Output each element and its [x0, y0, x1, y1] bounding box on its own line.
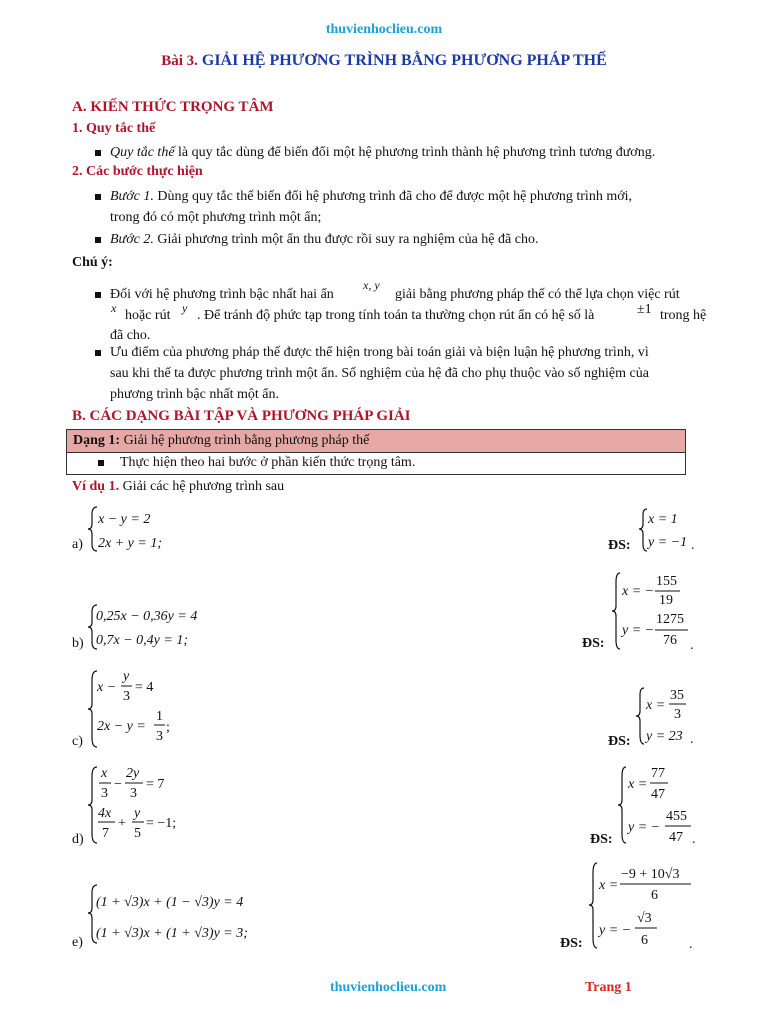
- note1-pm-one: ±1: [637, 302, 652, 317]
- problem-a-solution: [639, 506, 699, 554]
- bullet-icon: [95, 194, 101, 200]
- problem-e-label: e): [72, 935, 83, 950]
- problem-d-sol1-den: 47: [651, 787, 665, 802]
- problem-d-system: [88, 764, 228, 848]
- problem-d-eq2-d2: 5: [134, 826, 141, 841]
- problem-b-sol1-den: 19: [659, 593, 673, 608]
- problem-e-sol2-den: 6: [641, 933, 648, 948]
- problem-b-sol2-num: 1275: [656, 612, 684, 627]
- problem-b-sol2-pre: y = −: [622, 623, 655, 638]
- problem-e-sol1-den: 6: [651, 888, 658, 903]
- problem-e-sol1-pre: x =: [599, 878, 619, 893]
- page-number: Trang 1: [585, 980, 632, 995]
- note2-line3: phương trình bậc nhất một ẩn.: [110, 387, 279, 402]
- problem-a-system: [88, 504, 278, 554]
- note1-part-b: giải bằng phương pháp thế có thể lựa chọn việc rút: [395, 287, 680, 302]
- problem-c-label: c): [72, 734, 83, 749]
- step1-label: Bước 1.: [110, 189, 154, 204]
- problem-d-eq1-mid: −: [114, 777, 122, 792]
- problem-c-sol1-den: 3: [674, 707, 681, 722]
- rule-text: là quy tắc dùng để biến đổi một hệ phương trình thành hệ phương trình tương đương.: [174, 145, 656, 160]
- problem-d-eq1-n2: 2y: [126, 766, 140, 781]
- brace-icon: [88, 767, 97, 843]
- problem-e-ds-label: ĐS:: [560, 936, 583, 951]
- problem-e-eq2: (1 + √3)x + (1 + √3)y = 3;: [96, 926, 248, 941]
- footer-site-link[interactable]: thuvienhoclieu.com: [330, 980, 447, 995]
- problem-d-eq1-n1: x: [101, 766, 108, 781]
- problem-c-eq2-den: 3: [156, 729, 163, 744]
- problem-c-solution: [636, 685, 700, 749]
- problem-e-system: [88, 880, 308, 950]
- bullet-icon: [95, 292, 101, 298]
- problem-d-eq2-n1: 4x: [98, 806, 112, 821]
- dang1-label: Dạng 1:: [73, 433, 121, 448]
- step1-text: Dùng quy tắc thế biến đổi hệ phương trình đã cho để được một hệ phương trình mới,: [153, 189, 633, 204]
- period: .: [689, 937, 693, 952]
- dang1-body-box: [66, 451, 686, 475]
- note1-vars: x, y: [363, 278, 380, 292]
- problem-b-sol1-num: 155: [656, 574, 677, 589]
- note2-line1: Ưu điểm của phương pháp thế được thể hiện trong bài toán giải và biện luận hệ phương trình, vì: [110, 345, 649, 360]
- example-heading: [72, 476, 284, 497]
- problem-b-ds-label: ĐS:: [582, 636, 605, 651]
- brace-icon: [589, 863, 597, 948]
- problem-b-eq2: 0,7x − 0,4y = 1;: [96, 633, 188, 648]
- steps-heading: 2. Các bước thực hiện: [72, 164, 203, 179]
- brace-icon: [639, 509, 647, 551]
- problem-a-eq2: 2x + y = 1;: [98, 536, 162, 551]
- problem-c-eq2-num: 1: [156, 709, 163, 724]
- dang1-title: [73, 430, 369, 451]
- problem-c-eq2-pre: 2x − y =: [97, 719, 146, 734]
- bullet-icon: [95, 150, 101, 156]
- step1-line1: [110, 186, 715, 207]
- problem-b-system: [88, 602, 288, 652]
- problem-d-eq1-post: = 7: [146, 777, 165, 792]
- dang1-bullet-text: Thực hiện theo hai bước ở phần kiến thức trọng tâm.: [120, 455, 416, 470]
- note1-part-c: hoặc rút: [125, 308, 171, 323]
- problem-b-solution: [612, 570, 696, 654]
- problem-c-sol1-num: 35: [670, 688, 684, 703]
- problem-b-label: b): [72, 636, 84, 651]
- problem-c-sol2: y = 23: [646, 729, 683, 744]
- problem-d-eq1-d2: 3: [130, 786, 137, 801]
- period: .: [690, 638, 694, 653]
- header-site-link[interactable]: thuvienhoclieu.com: [325, 22, 443, 37]
- problem-e-solution: [589, 860, 701, 954]
- step2-text: Giải phương trình một ẩn thu được rồi suy ra nghiệm của hệ đã cho.: [153, 232, 539, 247]
- note-heading: Chú ý:: [72, 255, 113, 270]
- problem-c-eq2-post: ;: [166, 720, 170, 735]
- problem-c-system: [88, 668, 208, 752]
- brace-icon: [88, 507, 97, 551]
- brace-icon: [618, 767, 626, 843]
- problem-d-sol1-pre: x =: [628, 777, 648, 792]
- rule-term: Quy tắc thế: [110, 145, 175, 160]
- problem-a-ds-label: ĐS:: [608, 538, 631, 553]
- problem-c-eq1-pre: x −: [97, 680, 117, 695]
- problem-d-label: d): [72, 832, 84, 847]
- problem-d-sol2-num: 455: [666, 809, 687, 824]
- period: .: [692, 832, 696, 847]
- note1-var-x: x: [111, 301, 117, 315]
- example-label: Ví dụ 1.: [72, 479, 120, 494]
- problem-a-label: a): [72, 537, 83, 552]
- note2-line2: sau khi thế ta được phương trình một ẩn. Số nghiệm của hệ đã cho phụ thuộc vào số nghiệm của: [110, 366, 649, 381]
- lesson-title: GIẢI HỆ PHƯƠNG TRÌNH BẰNG PHƯƠNG PHÁP THẾ: [201, 52, 607, 69]
- problem-d-solution: [618, 764, 700, 848]
- problem-e-sol2-num: √3: [637, 911, 652, 926]
- problem-d-eq2-mid: +: [118, 816, 126, 831]
- section-a-heading: A. KIẾN THỨC TRỌNG TÂM: [72, 99, 274, 115]
- section-b-heading: B. CÁC DẠNG BÀI TẬP VÀ PHƯƠNG PHÁP GIẢI: [72, 408, 411, 424]
- bullet-icon: [95, 237, 101, 243]
- problem-a-sol1: x = 1: [648, 512, 678, 527]
- dang1-text: Giải hệ phương trình bằng phương pháp thế: [120, 433, 370, 448]
- brace-icon: [88, 671, 97, 747]
- problem-d-eq2-n2: y: [134, 806, 141, 821]
- problem-d-sol2-pre: y = −: [628, 820, 661, 835]
- problem-a-sol2: y = −1: [648, 535, 688, 550]
- brace-icon: [612, 573, 620, 649]
- example-text: Giải các hệ phương trình sau: [119, 479, 285, 494]
- bullet-icon: [98, 460, 104, 466]
- brace-icon: [636, 688, 644, 744]
- problem-d-sol1-num: 77: [651, 766, 665, 781]
- problem-d-eq1-d1: 3: [101, 786, 108, 801]
- problem-d-eq2-d1: 7: [102, 826, 109, 841]
- lesson-number: Bài 3.: [161, 53, 198, 69]
- problem-c-eq1-num: y: [123, 669, 130, 684]
- step1-line2: trong đó có một phương trình một ẩn;: [110, 210, 322, 225]
- problem-b-eq1: 0,25x − 0,36y = 4: [96, 609, 198, 624]
- rule-heading: 1. Quy tắc thế: [72, 121, 156, 136]
- note1-part-e: trong hệ: [660, 308, 707, 323]
- problem-d-sol2-den: 47: [669, 830, 683, 845]
- problem-e-sol2-pre: y = −: [599, 923, 632, 938]
- step2-label: Bước 2.: [110, 232, 154, 247]
- problem-c-ds-label: ĐS:: [608, 734, 631, 749]
- period: .: [690, 732, 694, 747]
- note1-part-f: đã cho.: [110, 328, 151, 343]
- note1-part-d: . Để tránh độ phức tạp trong tính toán ta thường chọn rút ẩn có hệ số là: [197, 308, 595, 323]
- problem-b-sol1-pre: x = −: [622, 584, 655, 599]
- problem-a-eq1: x − y = 2: [98, 512, 151, 527]
- problem-e-sol1-num: −9 + 10√3: [621, 867, 680, 882]
- dang1-header-box: [66, 429, 686, 453]
- problem-c-eq1-post: = 4: [135, 680, 154, 695]
- problem-c-sol1-pre: x =: [646, 698, 666, 713]
- page-title: [0, 52, 768, 70]
- problem-c-eq1-den: 3: [123, 689, 130, 704]
- step2-line: [110, 229, 715, 250]
- note1-part-a: Đối với hệ phương trình bậc nhất hai ẩn: [110, 287, 334, 302]
- problem-b-sol2-den: 76: [663, 633, 677, 648]
- period: .: [691, 538, 695, 553]
- note1-var-y: y: [182, 301, 188, 315]
- bullet-icon: [95, 350, 101, 356]
- problem-d-eq2-post: = −1;: [146, 816, 177, 831]
- problem-d-ds-label: ĐS:: [590, 832, 613, 847]
- rule-paragraph: [110, 142, 715, 163]
- problem-e-eq1: (1 + √3)x + (1 − √3)y = 4: [96, 895, 244, 910]
